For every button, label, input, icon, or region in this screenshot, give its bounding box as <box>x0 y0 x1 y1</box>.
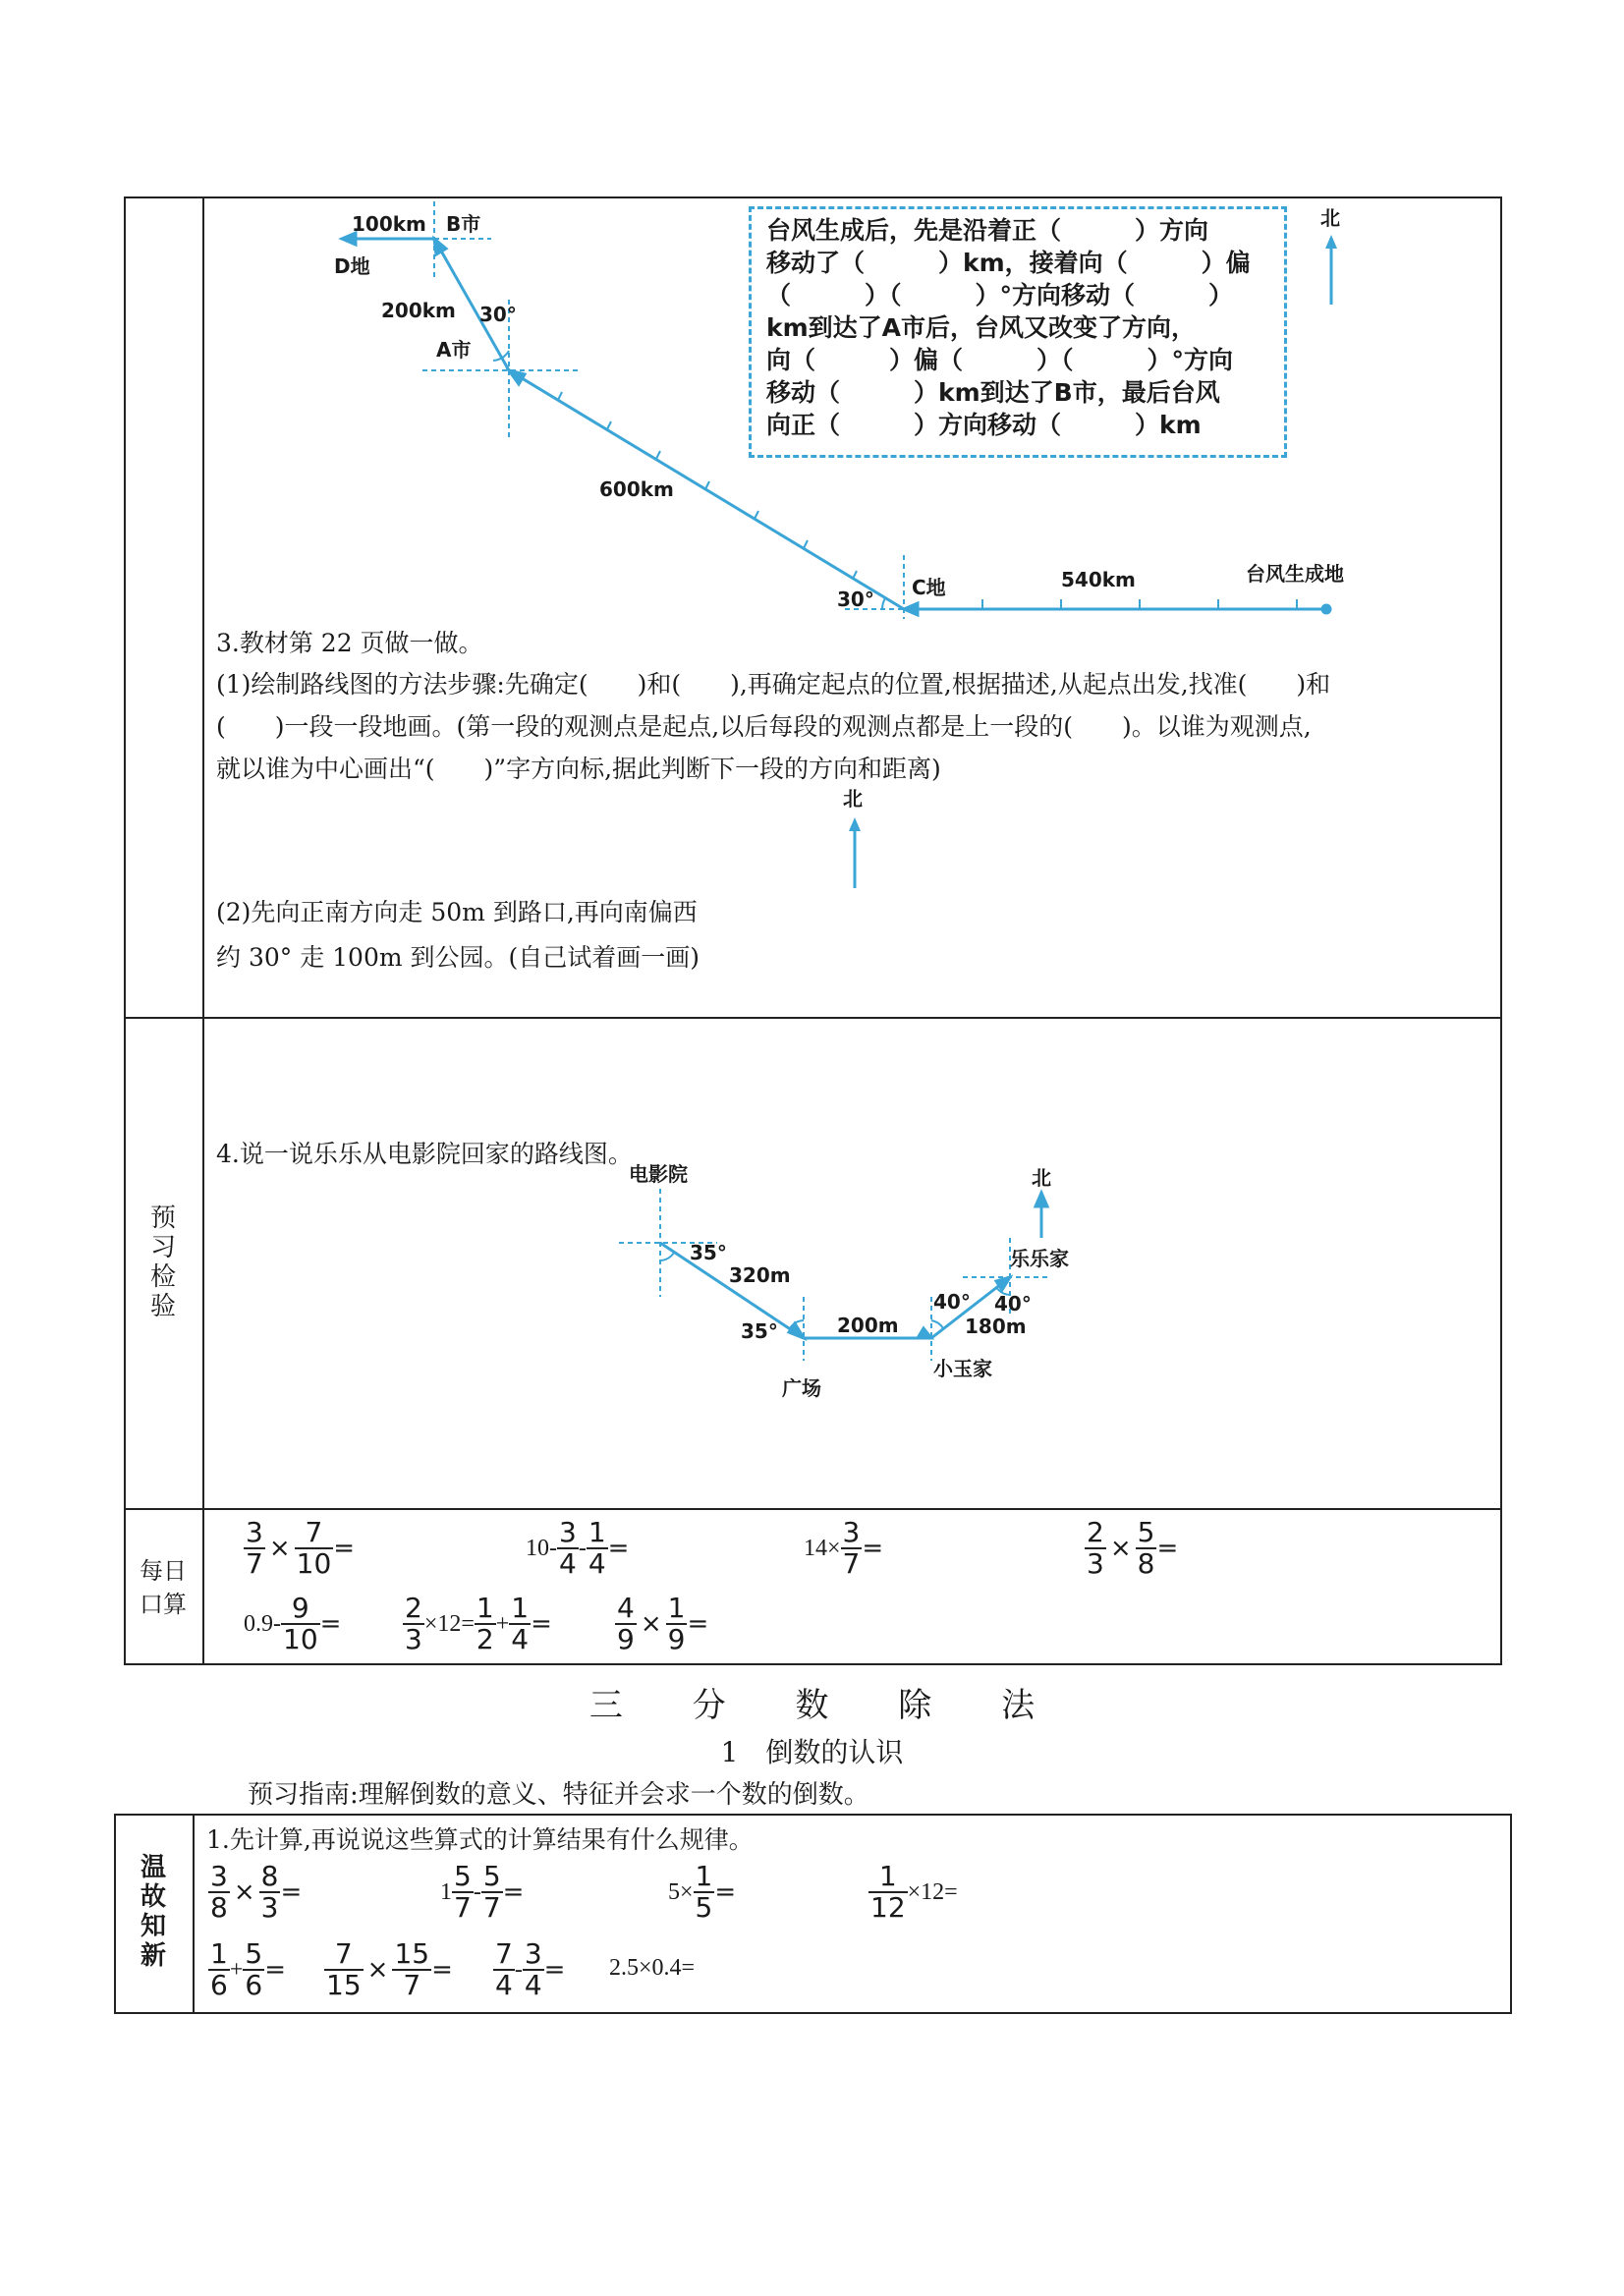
box-line-5: 向（ ）偏（ ）（ ）°方向 <box>766 346 1234 374</box>
box-line-7: 向正（ ）方向移动（ ）km <box>766 411 1202 439</box>
calc-d2-2: $\frac{2}{3}$ ×12= $\frac{1}{2}$ + $\frac{1}{4}$ = <box>405 1592 552 1655</box>
calc-r1-1: $\frac{3}{8}$ × $\frac{8}{3}$ = <box>210 1860 303 1924</box>
section-label-daily: 每日口算 <box>140 1557 187 1618</box>
q3-p2-line-2: 约 30° 走 100m 到公园。(自己试着画一画) <box>216 943 700 972</box>
box-line-1: 台风生成后，先是沿着正（ ）方向 <box>766 216 1209 245</box>
q3-p1-line-2: ( )一段一段地画。(第一段的观测点是起点,以后每段的观测点都是上一段的( )。以谁为观测点, <box>216 712 1312 741</box>
label-north-2: 北 <box>1032 1166 1051 1190</box>
label-600km: 600km <box>599 477 674 501</box>
section-label-review: 温故知新 <box>140 1853 166 1971</box>
box-line-2: 移动了（ ）km，接着向（ ）偏 <box>766 249 1251 277</box>
preview-guide: 预习指南:理解倒数的意义、特征并会求一个数的倒数。 <box>248 1780 869 1810</box>
box-line-6: 移动（ ）km到达了B市，最后台风 <box>766 378 1220 407</box>
label-35-top: 35° <box>690 1241 727 1264</box>
label-north-1: 北 <box>1320 206 1340 230</box>
q4-title: 4.说一说乐乐从电影院回家的路线图。 <box>216 1140 633 1168</box>
svg-text:北: 北 <box>843 787 863 811</box>
calc-d1-4: $\frac{2}{3}$ × $\frac{5}{8}$ = <box>1087 1516 1179 1580</box>
calc-r1-4: $\frac{1}{12}$ ×12= <box>870 1860 958 1924</box>
box-line-3: （ ）（ ）°方向移动（ ） <box>766 281 1234 309</box>
q3-p2-line-1: (2)先向正南方向走 50m 到路口,再向南偏西 <box>216 898 698 926</box>
label-320m: 320m <box>729 1263 791 1287</box>
calc-r2-3: $\frac{7}{4}$ - $\frac{3}{4}$ = <box>495 1937 566 2001</box>
label-c-place: C地 <box>912 576 946 599</box>
lele-route-map <box>609 1159 1120 1405</box>
calc-r2-1: $\frac{1}{6}$ + $\frac{5}{6}$ = <box>210 1937 286 2001</box>
label-cinema: 电影院 <box>629 1162 688 1186</box>
label-a-city: A市 <box>436 338 472 362</box>
box-line-4: km到达了A市后，台风又改变了方向， <box>766 313 1197 342</box>
calc-d2-3: $\frac{4}{9}$ × $\frac{1}{9}$ = <box>617 1592 709 1655</box>
label-40-left: 40° <box>933 1290 971 1314</box>
label-540km: 540km <box>1061 568 1136 591</box>
q3-p1-line-1: (1)绘制路线图的方法步骤:先确定( )和( ),再确定起点的位置,根据描述,从起点出发,找准( )和 <box>216 670 1331 699</box>
review-q1-title: 1.先计算,再说说这些算式的计算结果有什么规律。 <box>206 1825 754 1854</box>
label-180m: 180m <box>965 1315 1027 1338</box>
north-arrow-q3 <box>835 786 874 894</box>
chapter-title: 三 分 数 除 法 <box>588 1686 1065 1725</box>
label-angle-30-a: 30° <box>479 303 517 326</box>
label-xiaoyu-home: 小玉家 <box>933 1357 992 1380</box>
label-b-city: B市 <box>446 212 481 236</box>
calc-d2-1: 0.9- $\frac{9}{10}$ = <box>244 1592 342 1655</box>
label-100km: 100km <box>352 212 426 236</box>
label-lele-home: 乐乐家 <box>1010 1247 1069 1270</box>
q3-title: 3.教材第 22 页做一做。 <box>216 629 483 657</box>
calc-r1-3: 5× $\frac{1}{5}$ = <box>668 1860 737 1924</box>
calc-r2-4: 2.5×0.4= <box>609 1955 696 1981</box>
label-typhoon-origin: 台风生成地 <box>1246 562 1344 586</box>
calc-r2-2: $\frac{7}{15}$ × $\frac{15}{7}$ = <box>326 1937 453 2001</box>
label-35-bottom: 35° <box>741 1319 778 1343</box>
calc-d1-1: $\frac{3}{7}$ × $\frac{7}{10}$ = <box>246 1516 356 1580</box>
label-d-place: D地 <box>334 254 370 278</box>
section-label-check: 预 习 检 验 <box>149 1204 176 1321</box>
label-200m: 200m <box>837 1314 899 1337</box>
calc-d1-3: 14× $\frac{3}{7}$ = <box>804 1516 884 1580</box>
label-angle-30-c: 30° <box>837 588 874 611</box>
label-40-right: 40° <box>994 1292 1032 1316</box>
q3-p1-line-3: 就以谁为中心画出“( )”字方向标,据此判断下一段的方向和距离) <box>216 755 941 783</box>
calc-r1-2: 1 $\frac{5}{7}$ - $\frac{5}{7}$ = <box>440 1860 525 1924</box>
chapter-subtitle: 1 倒数的认识 <box>720 1736 904 1768</box>
calc-d1-2: 10- $\frac{3}{4}$ - $\frac{1}{4}$ = <box>526 1516 630 1580</box>
label-200km: 200km <box>381 299 456 322</box>
label-square: 广场 <box>782 1376 821 1400</box>
